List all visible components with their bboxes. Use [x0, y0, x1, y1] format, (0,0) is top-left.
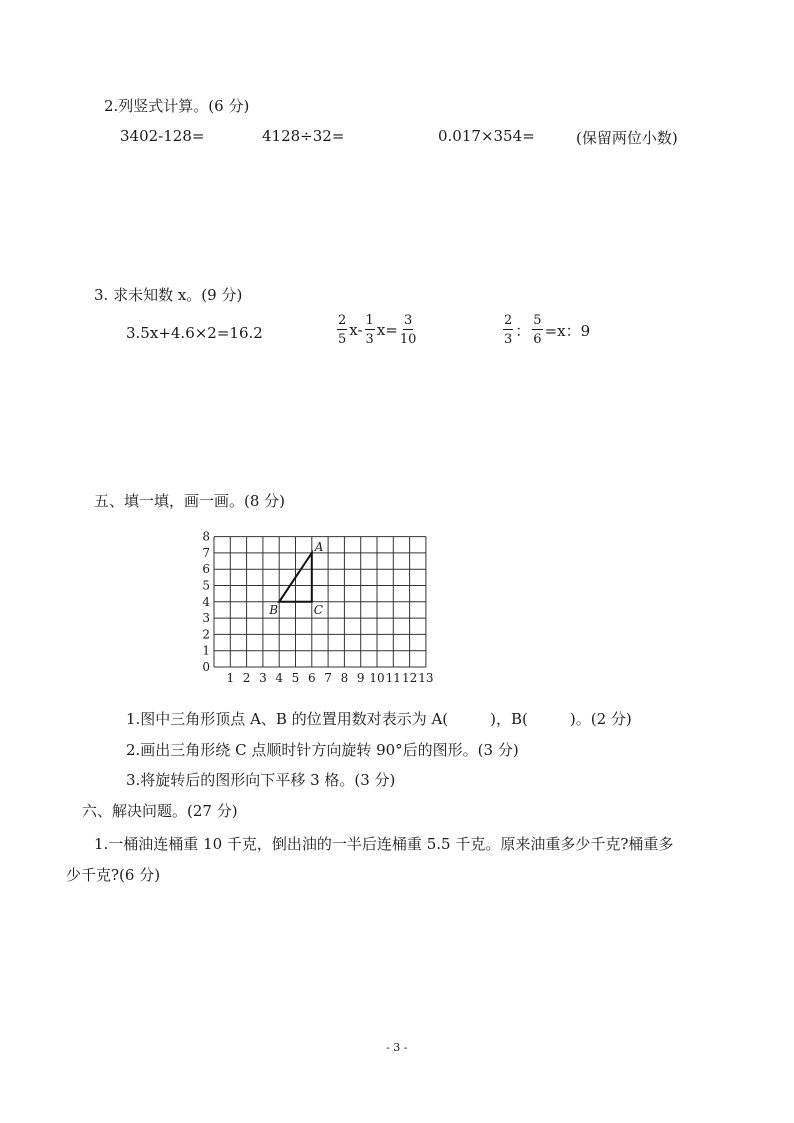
- calc-item-2: 4128÷32=: [262, 127, 345, 145]
- y-tick-label: 8: [202, 530, 210, 544]
- section-6-question-1-line-2: 少千克?(6 分): [66, 866, 161, 884]
- equation-2: [337, 314, 416, 346]
- y-tick-label: 3: [202, 611, 210, 626]
- x-tick-label: 12: [401, 671, 418, 685]
- x-tick-label: 1: [226, 671, 235, 685]
- fraction: $\frac{1}{3}$: [365, 313, 374, 347]
- x-tick-label: 8: [340, 671, 349, 685]
- equation-operator: x-: [349, 321, 363, 339]
- equation-3: [503, 314, 590, 346]
- equation-operator: =x：9: [544, 321, 591, 340]
- equation-operator: ：: [515, 321, 531, 340]
- section-5-question-1: [126, 708, 632, 729]
- x-tick-label: 3: [259, 671, 267, 685]
- section-5-title: 五、填一填，画一画。(8 分): [94, 492, 286, 510]
- equation-1: 3.5x+4.6×2=16.2: [126, 324, 263, 342]
- x-tick-label: 6: [307, 671, 316, 685]
- calc-item-3: 0.017×354=: [438, 127, 535, 145]
- section-6-question-1-line-1: 1.一桶油连桶重 10 千克，倒出油的一半后连桶重 5.5 千克。原来油重多少千克?桶重多: [94, 835, 674, 853]
- vertex-label-c: C: [313, 602, 323, 617]
- section-6-title: 六、解决问题。(27 分): [82, 802, 238, 820]
- vertex-label-a: A: [314, 539, 324, 554]
- question-text: )。(2 分): [569, 710, 632, 728]
- x-tick-label: 10: [369, 671, 385, 685]
- y-tick-label: 7: [202, 545, 210, 560]
- x-tick-label: 11: [385, 671, 401, 685]
- x-tick-label: 13: [418, 671, 434, 685]
- y-tick-label: 6: [202, 562, 210, 577]
- section-5-question-3: 3.将旋转后的图形向下平移 3 格。(3 分): [126, 771, 396, 789]
- equation-operator: x=: [376, 321, 398, 339]
- y-tick-label: 0: [202, 660, 210, 674]
- page-number: - 3 -: [386, 1041, 408, 1054]
- x-tick-label: 4: [275, 671, 284, 685]
- fraction: $\frac{5}{6}$: [533, 313, 542, 347]
- fraction: $\frac{2}{3}$: [504, 313, 513, 347]
- x-tick-label: 9: [356, 671, 365, 685]
- question-3-title: 3. 求未知数 x。(9 分): [94, 286, 243, 304]
- question-text: 1.图中三角形顶点 A、B 的位置用数对表示为 A(: [126, 710, 449, 728]
- y-tick-label: 1: [202, 643, 210, 658]
- y-tick-label: 4: [202, 594, 210, 609]
- coordinate-grid: [196, 530, 436, 690]
- fraction: $\frac{2}{5}$: [338, 313, 347, 347]
- section-5-question-2: 2.画出三角形绕 C 点顺时针方向旋转 90°后的图形。(3 分): [126, 741, 519, 759]
- fraction: $\frac{3}{10}$: [399, 313, 417, 347]
- question-text: )，B(: [490, 710, 528, 728]
- x-tick-label: 7: [324, 671, 332, 685]
- x-tick-label: 5: [291, 671, 300, 685]
- y-tick-label: 2: [202, 627, 210, 642]
- y-tick-label: 5: [202, 578, 210, 593]
- vertex-label-b: B: [269, 602, 279, 617]
- calc-item-1: 3402-128=: [120, 127, 205, 145]
- calc-item-3-note: (保留两位小数): [576, 129, 678, 147]
- question-2-title: 2.列竖式计算。(6 分): [104, 97, 250, 115]
- x-tick-label: 2: [242, 671, 251, 685]
